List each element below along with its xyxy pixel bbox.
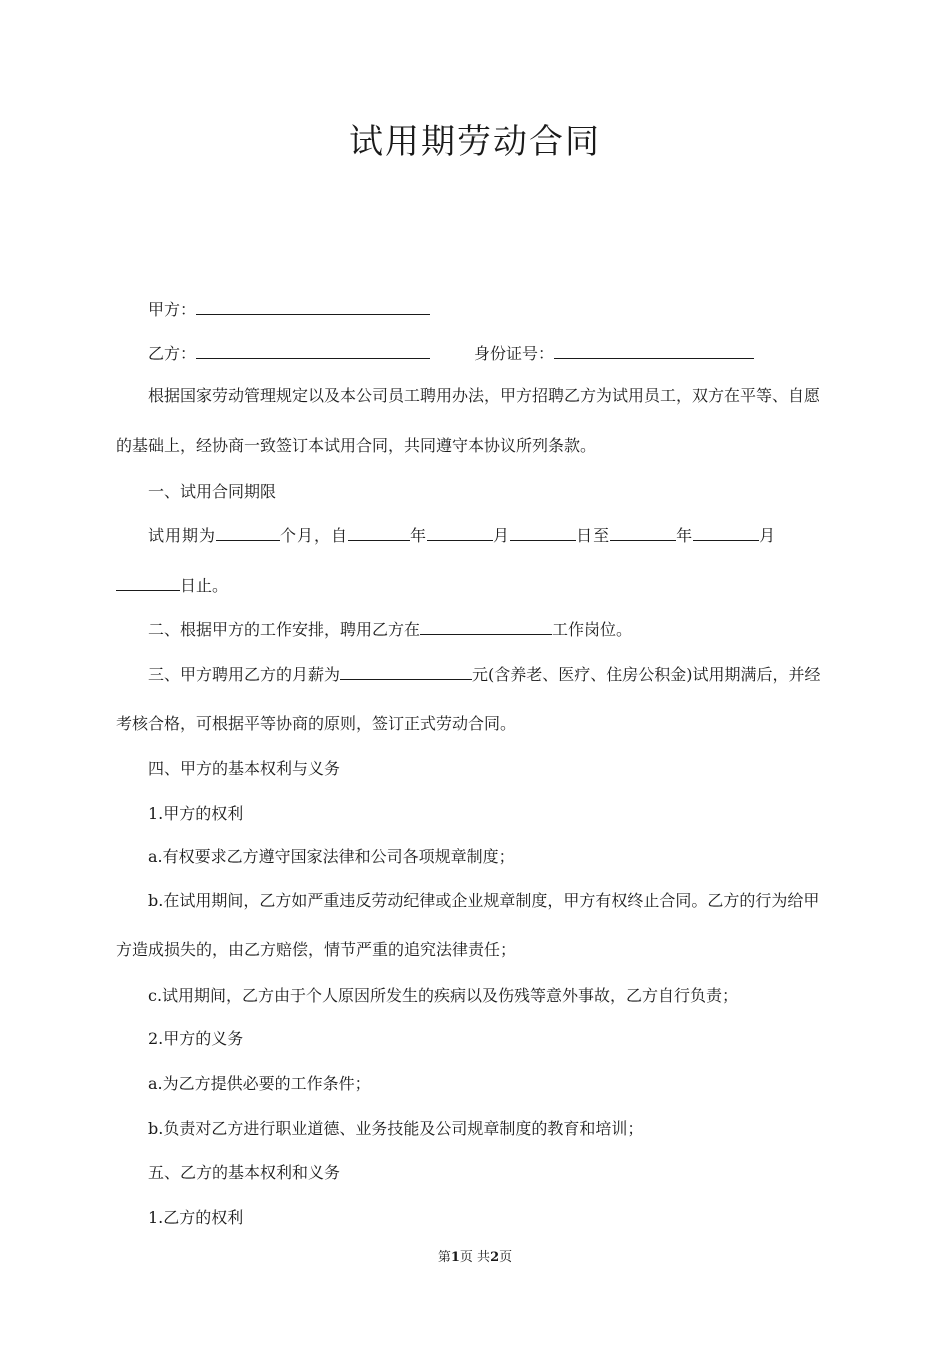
period-text-6: 年 bbox=[676, 526, 694, 545]
id-number-label: 身份证号： bbox=[474, 344, 555, 363]
footer-text-pre: 第 bbox=[437, 1250, 451, 1265]
party-a-duties-heading: 2.甲方的义务 bbox=[148, 1029, 244, 1048]
footer-page-number: 1 bbox=[450, 1250, 460, 1265]
start-year-blank[interactable] bbox=[348, 524, 410, 541]
party-a-right-c: c.试用期间，乙方由于个人原因所发生的疾病以及伤残等意外事故，乙方自行负责； bbox=[148, 986, 739, 1005]
section-1-heading: 一、试用合同期限 bbox=[148, 482, 277, 501]
section-3-line-1 bbox=[148, 663, 821, 687]
page-footer bbox=[0, 1248, 950, 1268]
party-a-blank[interactable] bbox=[196, 298, 430, 315]
section-5-heading: 五、乙方的基本权利和义务 bbox=[148, 1163, 341, 1182]
section-2-line bbox=[148, 618, 632, 642]
period-text-7: 月 bbox=[759, 526, 777, 545]
party-a-rights-heading: 1.甲方的权利 bbox=[148, 804, 244, 823]
period-text-4: 月 bbox=[493, 526, 511, 545]
party-b-line bbox=[148, 342, 754, 366]
intro-line-1: 根据国家劳动管理规定以及本公司员工聘用办法，甲方招聘乙方为试用员工，双方在平等、自愿 bbox=[148, 386, 821, 405]
section-1-period-line bbox=[148, 524, 776, 548]
section-1-period-line-2 bbox=[116, 574, 228, 598]
party-a-line bbox=[148, 298, 430, 322]
party-b-label: 乙方： bbox=[148, 344, 197, 363]
position-blank[interactable] bbox=[420, 618, 552, 635]
document-title: 试用期劳动合同 bbox=[349, 122, 601, 162]
section-2-text-post: 工作岗位。 bbox=[552, 620, 633, 639]
party-a-label: 甲方： bbox=[148, 300, 197, 319]
section-4-heading: 四、甲方的基本权利与义务 bbox=[148, 759, 341, 778]
party-a-right-b-line-1: b.在试用期间，乙方如严重违反劳动纪律或企业规章制度，甲方有权终止合同。乙方的行为给甲 bbox=[148, 891, 820, 910]
footer-total-pages: 2 bbox=[490, 1250, 500, 1265]
start-day-blank[interactable] bbox=[510, 524, 576, 541]
period-text-3: 年 bbox=[410, 526, 428, 545]
period-text-2: 个月，自 bbox=[280, 526, 349, 545]
end-day-blank[interactable] bbox=[116, 574, 180, 591]
period-text-5: 日至 bbox=[576, 526, 611, 545]
party-a-right-a: a.有权要求乙方遵守国家法律和公司各项规章制度； bbox=[148, 847, 515, 866]
party-a-duty-a: a.为乙方提供必要的工作条件； bbox=[148, 1074, 371, 1093]
section-2-text-pre: 二、根据甲方的工作安排，聘用乙方在 bbox=[148, 620, 421, 639]
party-b-blank[interactable] bbox=[196, 342, 430, 359]
id-number-blank[interactable] bbox=[554, 342, 754, 359]
section-3-text-post: 元(含养老、医疗、住房公积金)试用期满后，并经 bbox=[472, 665, 821, 684]
end-month-blank[interactable] bbox=[693, 524, 759, 541]
start-month-blank[interactable] bbox=[427, 524, 493, 541]
salary-blank[interactable] bbox=[340, 663, 472, 680]
party-a-right-b-line-2: 方造成损失的，由乙方赔偿，情节严重的追究法律责任； bbox=[116, 940, 517, 959]
party-b-rights-heading: 1.乙方的权利 bbox=[148, 1208, 244, 1227]
footer-text-mid: 页 共 bbox=[459, 1250, 491, 1265]
party-a-duty-b: b.负责对乙方进行职业道德、业务技能及公司规章制度的教育和培训； bbox=[148, 1119, 644, 1138]
period-months-blank[interactable] bbox=[216, 524, 280, 541]
period-text-1: 试用期为 bbox=[148, 526, 217, 545]
section-3-line-2: 考核合格，可根据平等协商的原则，签订正式劳动合同。 bbox=[116, 714, 517, 733]
period-text-8: 日止。 bbox=[180, 576, 229, 595]
intro-line-2: 的基础上，经协商一致签订本试用合同，共同遵守本协议所列条款。 bbox=[116, 436, 597, 455]
end-year-blank[interactable] bbox=[610, 524, 676, 541]
footer-text-post: 页 bbox=[499, 1250, 513, 1265]
section-3-text-pre: 三、甲方聘用乙方的月薪为 bbox=[148, 665, 341, 684]
